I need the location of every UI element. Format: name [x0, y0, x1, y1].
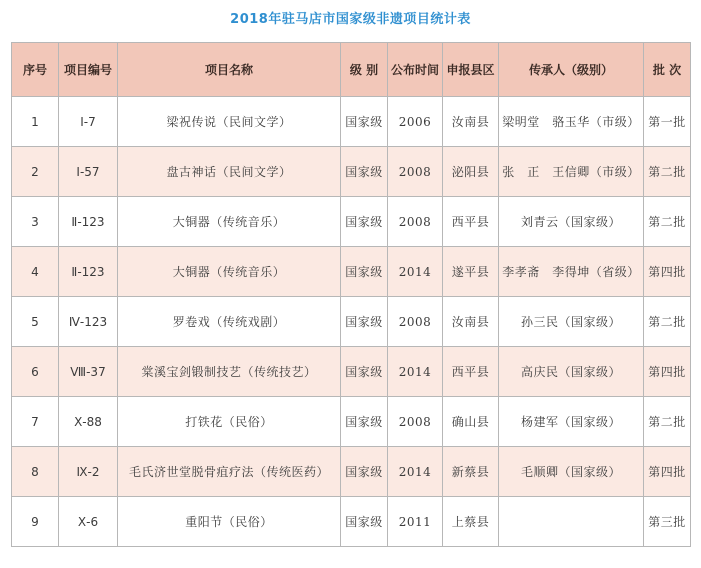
table-row — [12, 297, 691, 347]
cell-inheritor: 梁明堂 骆玉华（市级） — [499, 97, 644, 147]
cell-county: 西平县 — [443, 347, 499, 397]
table-row — [12, 347, 691, 397]
cell-county: 新蔡县 — [443, 447, 499, 497]
cell-county: 上蔡县 — [443, 497, 499, 547]
cell-level: 国家级 — [341, 347, 388, 397]
cell-seq: 9 — [12, 497, 59, 547]
cell-code: Ⅰ-7 — [59, 97, 118, 147]
header-level: 级 别 — [341, 43, 388, 97]
cell-year: 2011 — [388, 497, 443, 547]
cell-inheritor: 杨建军（国家级） — [499, 397, 644, 447]
cell-level: 国家级 — [341, 247, 388, 297]
cell-county: 确山县 — [443, 397, 499, 447]
cell-code: Ⅸ-2 — [59, 447, 118, 497]
cell-batch: 第四批 — [644, 347, 691, 397]
cell-year: 2008 — [388, 197, 443, 247]
cell-seq: 7 — [12, 397, 59, 447]
table-row — [12, 147, 691, 197]
cell-batch: 第四批 — [644, 447, 691, 497]
cell-batch: 第二批 — [644, 197, 691, 247]
cell-seq: 5 — [12, 297, 59, 347]
cell-name: 打铁花（民俗） — [118, 397, 341, 447]
cell-batch: 第四批 — [644, 247, 691, 297]
cell-code: Ⅹ-88 — [59, 397, 118, 447]
heritage-table — [11, 42, 691, 547]
cell-year: 2014 — [388, 447, 443, 497]
table-row — [12, 97, 691, 147]
cell-county: 汝南县 — [443, 97, 499, 147]
cell-seq: 2 — [12, 147, 59, 197]
table-row — [12, 197, 691, 247]
cell-inheritor: 张 正 王信卿（市级） — [499, 147, 644, 197]
cell-inheritor — [499, 497, 644, 547]
cell-level: 国家级 — [341, 397, 388, 447]
header-code: 项目编号 — [59, 43, 118, 97]
table-title: 2018年驻马店市国家级非遗项目统计表 — [230, 12, 471, 27]
cell-seq: 8 — [12, 447, 59, 497]
cell-level: 国家级 — [341, 297, 388, 347]
cell-batch: 第二批 — [644, 297, 691, 347]
cell-batch: 第三批 — [644, 497, 691, 547]
cell-county: 泌阳县 — [443, 147, 499, 197]
cell-name: 大铜器（传统音乐） — [118, 197, 341, 247]
table-row — [12, 447, 691, 497]
cell-county: 西平县 — [443, 197, 499, 247]
cell-name: 梁祝传说（民间文学） — [118, 97, 341, 147]
cell-level: 国家级 — [341, 447, 388, 497]
header-inheritor: 传承人（级别） — [499, 43, 644, 97]
cell-name: 罗卷戏（传统戏剧） — [118, 297, 341, 347]
cell-code: Ⅳ-123 — [59, 297, 118, 347]
header-name: 项目名称 — [118, 43, 341, 97]
cell-year: 2008 — [388, 297, 443, 347]
cell-batch: 第二批 — [644, 397, 691, 447]
cell-code: Ⅹ-6 — [59, 497, 118, 547]
cell-seq: 4 — [12, 247, 59, 297]
cell-seq: 3 — [12, 197, 59, 247]
cell-county: 遂平县 — [443, 247, 499, 297]
cell-year: 2014 — [388, 347, 443, 397]
cell-level: 国家级 — [341, 497, 388, 547]
header-seq: 序号 — [12, 43, 59, 97]
table-row — [12, 397, 691, 447]
header-county: 申报县区 — [443, 43, 499, 97]
header-year: 公布时间 — [388, 43, 443, 97]
cell-year: 2014 — [388, 247, 443, 297]
cell-year: 2008 — [388, 397, 443, 447]
cell-name: 棠溪宝剑锻制技艺（传统技艺） — [118, 347, 341, 397]
cell-inheritor: 毛顺卿（国家级） — [499, 447, 644, 497]
table-row — [12, 247, 691, 297]
table-row — [12, 497, 691, 547]
cell-year: 2006 — [388, 97, 443, 147]
cell-level: 国家级 — [341, 197, 388, 247]
cell-inheritor: 高庆民（国家级） — [499, 347, 644, 397]
cell-code: Ⅷ-37 — [59, 347, 118, 397]
cell-level: 国家级 — [341, 147, 388, 197]
cell-level: 国家级 — [341, 97, 388, 147]
cell-seq: 6 — [12, 347, 59, 397]
cell-name: 大铜器（传统音乐） — [118, 247, 341, 297]
cell-year: 2008 — [388, 147, 443, 197]
cell-code: Ⅱ-123 — [59, 247, 118, 297]
cell-code: Ⅱ-123 — [59, 197, 118, 247]
cell-name: 重阳节（民俗） — [118, 497, 341, 547]
header-batch: 批 次 — [644, 43, 691, 97]
cell-inheritor: 孙三民（国家级） — [499, 297, 644, 347]
cell-batch: 第一批 — [644, 97, 691, 147]
cell-name: 毛氏济世堂脱骨疽疗法（传统医药） — [118, 447, 341, 497]
cell-batch: 第二批 — [644, 147, 691, 197]
cell-inheritor: 刘青云（国家级） — [499, 197, 644, 247]
cell-code: Ⅰ-57 — [59, 147, 118, 197]
header-row — [12, 43, 691, 97]
cell-county: 汝南县 — [443, 297, 499, 347]
cell-name: 盘古神话（民间文学） — [118, 147, 341, 197]
cell-inheritor: 李孝斋 李得坤（省级） — [499, 247, 644, 297]
cell-seq: 1 — [12, 97, 59, 147]
